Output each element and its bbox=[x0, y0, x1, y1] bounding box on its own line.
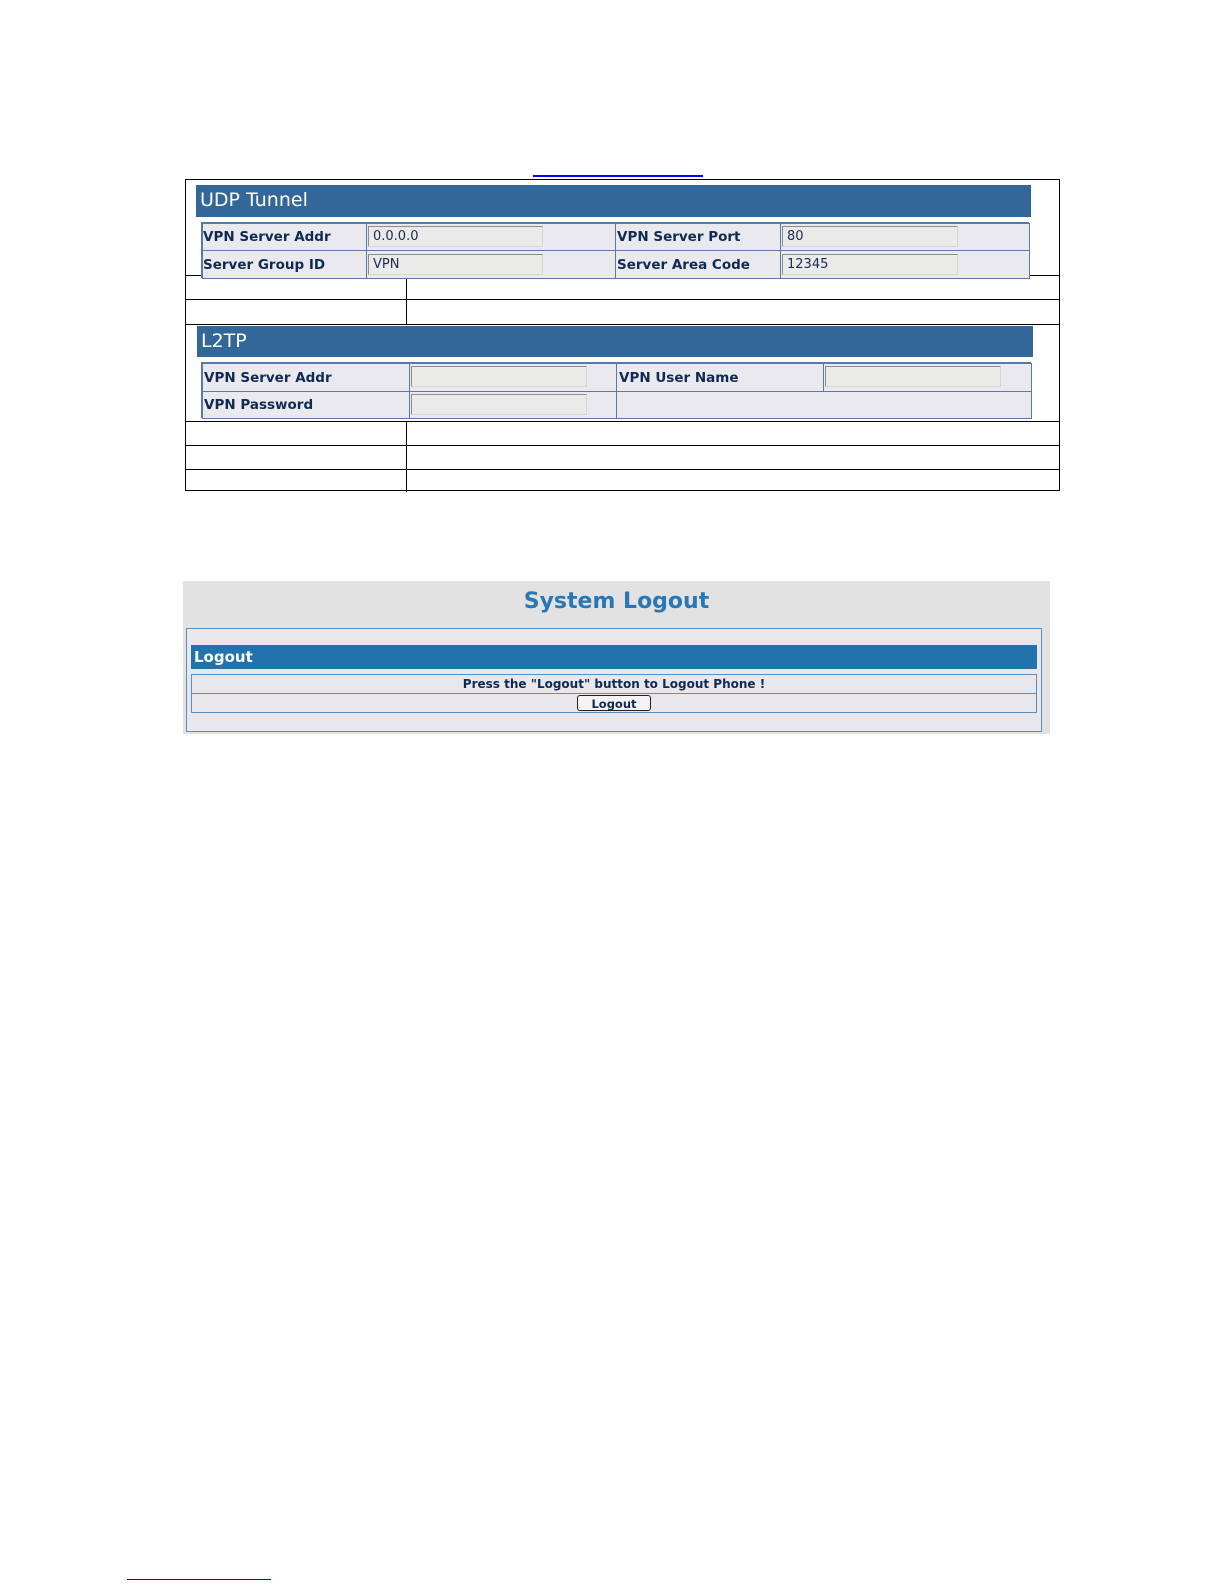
udp-tunnel-header: UDP Tunnel bbox=[196, 185, 1031, 217]
system-logout-title: System Logout bbox=[523, 589, 710, 614]
l2tp-vpn-server-addr-label: VPN Server Addr bbox=[204, 370, 332, 386]
l2tp-form bbox=[201, 362, 1031, 418]
table-column-divider bbox=[406, 421, 407, 492]
table-divider bbox=[186, 324, 1059, 325]
server-group-id-label: Server Group ID bbox=[203, 257, 326, 273]
vpn-server-addr-label: VPN Server Addr bbox=[203, 229, 331, 245]
vpn-user-name-label: VPN User Name bbox=[619, 370, 739, 386]
server-area-code-input[interactable]: 12345 bbox=[782, 254, 958, 275]
logout-box bbox=[186, 628, 1042, 732]
server-group-id-input[interactable]: VPN bbox=[368, 254, 543, 275]
vpn-password-input[interactable] bbox=[411, 394, 587, 415]
table-column-divider bbox=[406, 275, 407, 324]
footer-link-underline[interactable] bbox=[127, 1579, 271, 1580]
table-divider bbox=[186, 421, 1059, 422]
empty-cell bbox=[616, 391, 1032, 419]
vpn-server-port-label: VPN Server Port bbox=[617, 229, 741, 245]
logout-button-row bbox=[191, 693, 1037, 713]
vpn-server-port-input[interactable]: 80 bbox=[782, 226, 958, 247]
udp-tunnel-form bbox=[201, 222, 1029, 278]
top-link-underline[interactable] bbox=[533, 175, 703, 177]
server-area-code-label: Server Area Code bbox=[617, 257, 750, 273]
vpn-server-addr-input[interactable]: 0.0.0.0 bbox=[368, 226, 543, 247]
logout-button[interactable]: Logout bbox=[577, 695, 651, 711]
table-divider bbox=[186, 299, 1059, 300]
vpn-user-name-input[interactable] bbox=[825, 366, 1001, 387]
table-divider bbox=[186, 445, 1059, 446]
vpn-password-label: VPN Password bbox=[204, 397, 314, 413]
logout-instruction: Press the "Logout" button to Logout Phone ! bbox=[191, 674, 1037, 694]
system-logout-page bbox=[183, 581, 1050, 734]
table-divider bbox=[186, 469, 1059, 470]
logout-section-header: Logout bbox=[191, 645, 1037, 669]
l2tp-vpn-server-addr-input[interactable] bbox=[411, 366, 587, 387]
l2tp-header: L2TP bbox=[197, 326, 1033, 357]
